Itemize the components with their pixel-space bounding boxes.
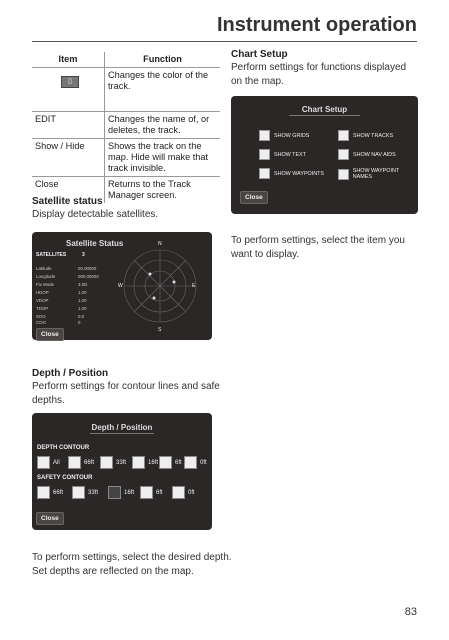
depth-close-button[interactable]: Close: [36, 512, 64, 525]
depth-after-text-2: Set depths are reflected on the map.: [32, 566, 194, 577]
sat-value: 1.00: [78, 290, 87, 295]
option-label: 0ft: [188, 489, 195, 496]
option-label: 16ft: [148, 459, 159, 466]
option-label: SHOW WAYPOINT NAMES: [352, 168, 400, 180]
page-number: 83: [404, 606, 417, 618]
table-row: [32, 68, 220, 112]
compass-east-label: E: [192, 283, 196, 289]
sat-value: 00.00000: [78, 266, 97, 271]
option-label: 66ft: [53, 489, 64, 496]
sat-value: 1.00: [78, 306, 87, 311]
depth-option[interactable]: [184, 456, 207, 469]
option-label: SHOW GRIDS: [274, 132, 310, 139]
sat-label: TDOP: [36, 306, 49, 311]
checkbox[interactable]: [338, 169, 349, 180]
option-label: All: [53, 459, 60, 466]
checkbox[interactable]: [259, 168, 270, 179]
sat-label: Longitude: [36, 274, 56, 279]
safety-contour-label: SAFETY CONTOUR: [37, 475, 93, 481]
color-swatch-icon: ▯: [61, 76, 79, 88]
sat-label: SOG: [36, 314, 46, 319]
option-label: 33ft: [88, 489, 99, 496]
chart-option-show-tracks[interactable]: [338, 130, 393, 141]
satellite-compass-icon: [120, 246, 200, 326]
chart-option-show-waypoints[interactable]: [259, 168, 324, 179]
chart-setup-screen-title: Chart Setup: [301, 105, 348, 114]
satellite-status-screen: [32, 232, 212, 340]
table-row: [32, 139, 220, 177]
table-cell-function: Shows the track on the map. Hide will make that track invisible.: [105, 139, 221, 177]
page-header-title: Instrument operation: [216, 14, 417, 36]
satellite-close-button[interactable]: Close: [36, 328, 64, 341]
checkbox[interactable]: [140, 486, 153, 499]
compass-west-label: W: [118, 283, 123, 289]
track-function-table: [32, 52, 220, 203]
safety-option[interactable]: [140, 486, 163, 499]
sat-label: HDOP: [36, 290, 49, 295]
option-label: 6ft: [156, 489, 163, 496]
satellite-status-text: Display detectable satellites.: [32, 209, 159, 220]
chart-setup-text: Perform settings for functions displayed on the map.: [231, 62, 407, 87]
sat-value: 3.0D: [78, 282, 88, 287]
checkbox[interactable]: [108, 486, 121, 499]
satellite-status-heading: Satellite status: [32, 196, 103, 207]
chart-setup-close-button[interactable]: Close: [240, 191, 268, 204]
sat-value: 0: [78, 320, 81, 325]
checkbox[interactable]: [338, 149, 349, 160]
title-underline: [289, 115, 360, 116]
chart-option-show-text[interactable]: [259, 149, 306, 160]
compass-south-label: S: [158, 327, 162, 333]
checkbox[interactable]: [68, 456, 81, 469]
checkbox[interactable]: [159, 456, 172, 469]
sat-label: COG: [36, 320, 47, 325]
sat-value: 1.00: [78, 298, 87, 303]
safety-option[interactable]: [37, 486, 63, 499]
checkbox[interactable]: [338, 130, 349, 141]
compass-north-label: N: [158, 241, 162, 247]
option-label: 66ft: [84, 459, 95, 466]
checkbox[interactable]: [259, 149, 270, 160]
sat-label: Latitude: [36, 266, 52, 271]
option-label: 33ft: [116, 459, 127, 466]
satellite-screen-title: Satellite Status: [66, 239, 124, 248]
sat-label: Fix Mode: [36, 282, 55, 287]
depth-option[interactable]: [100, 456, 126, 469]
depth-option[interactable]: [68, 456, 94, 469]
option-label: SHOW WAYPOINTS: [274, 170, 325, 177]
title-underline: [90, 433, 154, 434]
sat-value: 0.0: [78, 314, 85, 319]
safety-option[interactable]: [172, 486, 195, 499]
option-label: SHOW TRACKS: [353, 132, 394, 139]
table-header-function: Function: [105, 52, 221, 68]
chart-setup-heading: Chart Setup: [231, 49, 288, 60]
table-cell-item: Show / Hide: [32, 139, 105, 177]
satellites-label: SATELLITES: [36, 252, 67, 258]
depth-option[interactable]: [159, 456, 182, 469]
depth-position-heading: Depth / Position: [32, 368, 109, 379]
table-cell-item: Close: [32, 177, 105, 204]
checkbox[interactable]: [72, 486, 85, 499]
option-label: SHOW TEXT: [274, 151, 306, 158]
checkbox[interactable]: [172, 486, 185, 499]
checkbox[interactable]: [184, 456, 197, 469]
checkbox[interactable]: [259, 130, 270, 141]
depth-position-text: Perform settings for contour lines and safe depths.: [32, 381, 220, 406]
chart-option-show-waypoint-names[interactable]: [338, 168, 418, 180]
depth-screen-title: Depth / Position: [91, 423, 153, 432]
chart-option-show-grids[interactable]: [259, 130, 309, 141]
chart-setup-after-text: To perform settings, select the item you want to display.: [231, 235, 405, 260]
depth-contour-label: DEPTH CONTOUR: [37, 445, 90, 451]
table-cell-function: Changes the name of, or deletes, the track.: [105, 112, 221, 139]
safety-option[interactable]: [72, 486, 98, 499]
sat-label: VDOP: [36, 298, 49, 303]
option-label: 16ft: [124, 489, 135, 496]
satellites-value: 3: [82, 252, 85, 258]
option-label: 6ft: [175, 459, 182, 466]
table-row: [32, 112, 220, 139]
depth-after-text-1: To perform settings, select the desired depth.: [32, 552, 232, 563]
depth-option[interactable]: [132, 456, 158, 469]
table-header-item: Item: [32, 52, 105, 68]
table-cell-function: Changes the color of the track.: [105, 68, 221, 112]
table-cell-function: Returns to the Track Manager screen.: [105, 177, 221, 204]
option-label: 0ft: [200, 459, 207, 466]
checkbox[interactable]: [100, 456, 113, 469]
safety-option[interactable]: [108, 486, 134, 499]
chart-option-show-nav-aids[interactable]: [338, 149, 396, 160]
table-header-row: [32, 52, 220, 68]
depth-option[interactable]: [37, 456, 60, 469]
header-divider: [32, 41, 417, 42]
option-label: SHOW NAV AIDS: [353, 151, 396, 158]
checkbox[interactable]: [37, 456, 50, 469]
checkbox[interactable]: [132, 456, 145, 469]
table-cell-item: [32, 68, 105, 112]
sat-value: 000.00000: [78, 274, 99, 279]
checkbox[interactable]: [37, 486, 50, 499]
table-cell-item: EDIT: [32, 112, 105, 139]
